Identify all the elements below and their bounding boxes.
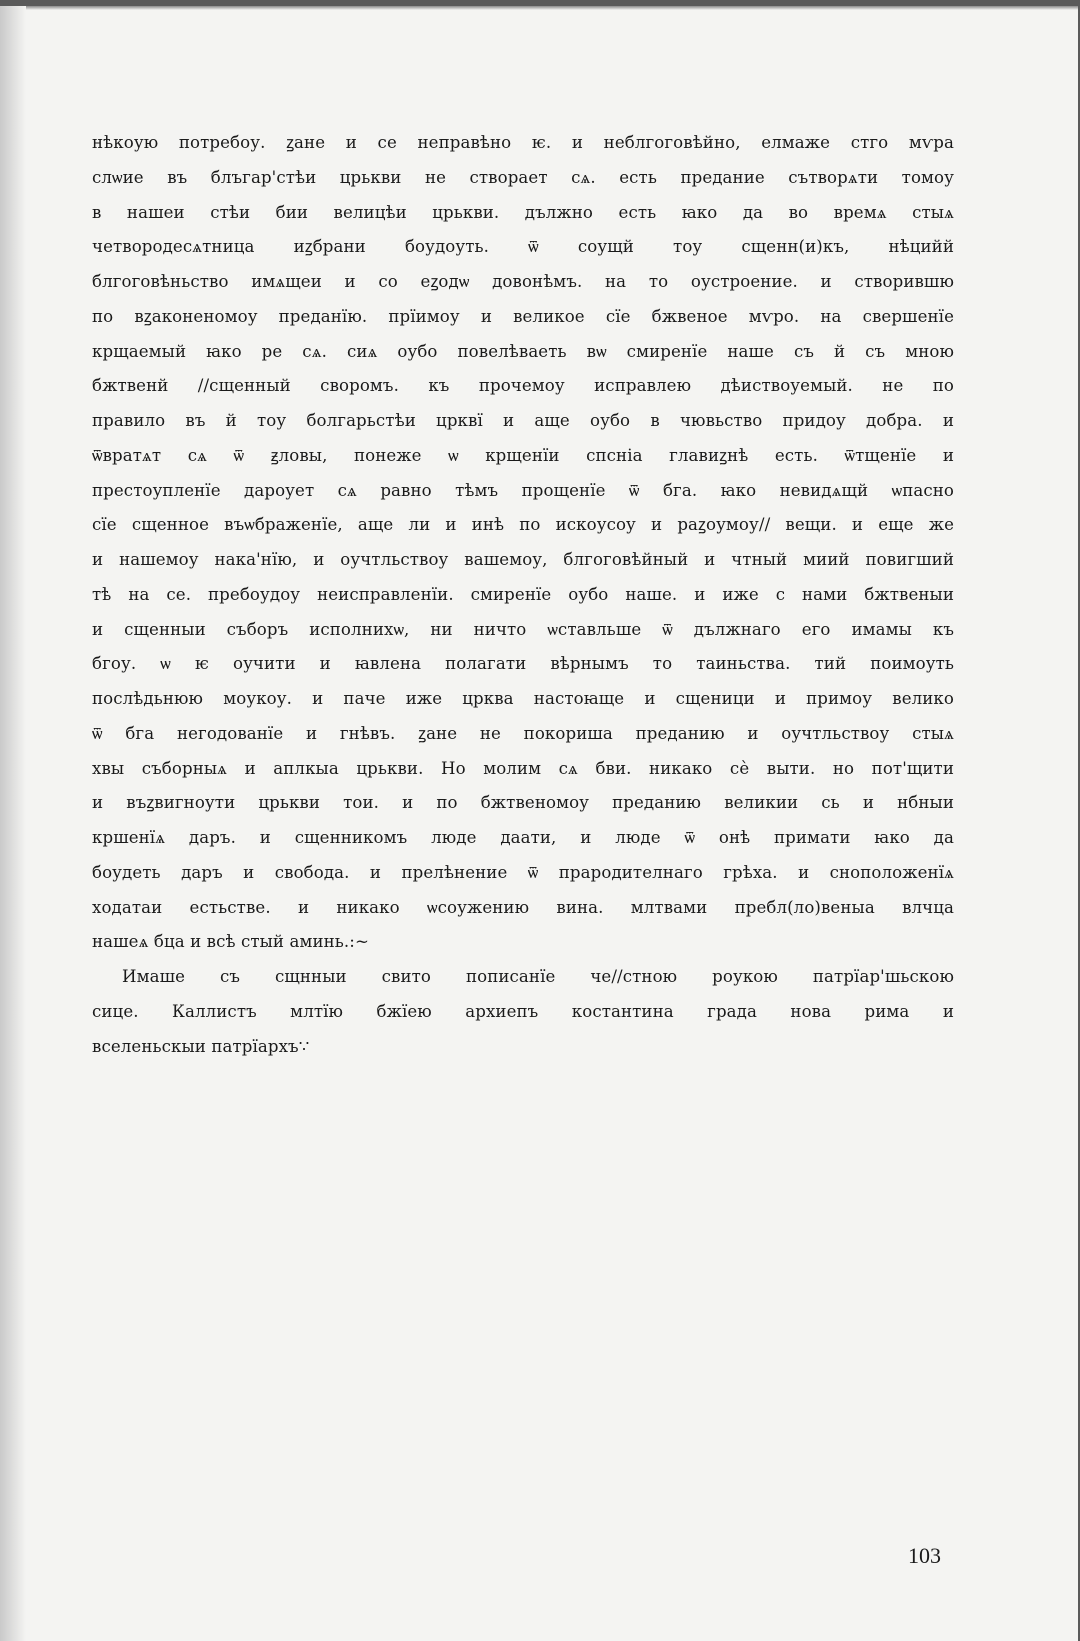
- text-line: тѣ на се. пребоудоу неисправленїи. смиренїе оубо наше. и иже с нами бжтвеныи: [92, 584, 954, 604]
- text-line: и въꙁвигноути црькви тои. и по бжтвеномоу преданию великии сь и нбныи: [92, 793, 954, 813]
- text-line: престоупленїе дароует сѧ равно тѣмъ прощенїе ѿ бга. ꙗко невидѧщй ѡпасно: [92, 480, 954, 500]
- paragraph-1: [92, 126, 954, 960]
- page-top-edge: [0, 6, 1078, 10]
- text-line: послѣдьнюю моукоу. и паче иже црква настоꙗще и сщеници и примоу велико: [92, 689, 954, 708]
- text-line: и нашемоу нака'нїю, и оучтльствоу вашемоу, блгоговѣйный и чтный миий повигший: [92, 550, 954, 569]
- text-line: и сщенныи съборъ исполнихѡ, ни ничто ѡставльше ѿ дължнаго его имамы къ: [92, 619, 954, 639]
- body-text: [92, 126, 954, 1064]
- text-line: четвородесѧтница иꙁбрани боудоуть. ѿ соущй тоу сщенн(и)къ, нѣцийй: [92, 237, 954, 257]
- text-line: ѿ бга негодованїе и гнѣвъ. ꙁане не покориша преданию и оучтльствоу стыѧ: [92, 723, 954, 743]
- text-line: ходатаи естьстве. и никако ѡсоужению вина. млтвами пребл(ло)веныа влчца: [92, 897, 954, 917]
- text-line: ѿвратѧт сѧ ѿ ꙃловы, понеже ѡ крщенїи спсніа главиꙁнѣ есть. ѿтщенїе и: [92, 445, 954, 465]
- text-line: в нашеи стѣи бии велицѣи црькви. дължно есть ꙗко да во времѧ стыѧ: [92, 202, 954, 222]
- page-gutter-shadow: [0, 6, 26, 1641]
- text-line: кршенїѧ даръ. и сщенникомъ люде даати, и люде ѿ онѣ примати ꙗко да: [92, 828, 954, 847]
- text-line: боудеть даръ и свобода. и прелѣнение ѿ прародителнаго грѣха. и сноположенїѧ: [92, 862, 954, 882]
- text-line: хвы съборныѧ и аплкыа црькви. Но молим сѧ бви. никако сѐ выти. но пот'щити: [92, 758, 954, 778]
- text-line: слѡие въ блъгар'стѣи црькви не створает сѧ. есть предание сътворѧти томоу: [92, 167, 954, 187]
- text-line: бгоу. ѡ ѥ оучити и ꙗвлена полагати вѣрнымъ то таиньства. тий поимоуть: [92, 654, 954, 674]
- text-line: Имаше съ сщнныи свито пописанїе че//стною роукою патрїар'шьскою: [122, 967, 954, 986]
- page-number: 103: [908, 1543, 941, 1568]
- paragraph-2: [92, 960, 954, 1064]
- text-line: вселеньскыи патрїархъ∵: [92, 1036, 310, 1056]
- text-line: сїе сщенное въѡбраженїе, аще ли и инѣ по искоусоу и раꙁоумоу// вещи. и еще же: [92, 515, 954, 535]
- text-line: блгоговѣньство имѧщеи и со еꙁодѡ довонѣмъ. на то оустроение. и створившю: [92, 272, 954, 291]
- text-line: правило въ й тоу болгарьстѣи црквї и аще оубо в чювьство придоу добра. и: [92, 411, 954, 430]
- text-line: нѣкоую потребоу. ꙁане и се неправѣно ѥ. и неблгоговѣйно, елмаже стго мѵра: [92, 133, 954, 152]
- text-line: нашеѧ бца и всѣ стый аминь.:~: [92, 932, 369, 952]
- book-page: [0, 6, 1078, 1641]
- text-line: крщаемый ꙗко ре сѧ. сиѧ оубо повелѣваеть вѡ смиренїе наше съ й съ мною: [92, 341, 954, 361]
- text-line: по вꙁаконеномоу преданїю. прїимоу и великое сїе бжвеное мѵро. на свершенїе: [92, 306, 954, 326]
- text-line: бжтвенй //сщенный своромъ. къ прочемоу исправлею дѣиствоуемый. не по: [92, 376, 954, 396]
- text-line: сице. Каллистъ млтїю бжїею архиепъ костантина града нова рима и: [92, 1001, 954, 1021]
